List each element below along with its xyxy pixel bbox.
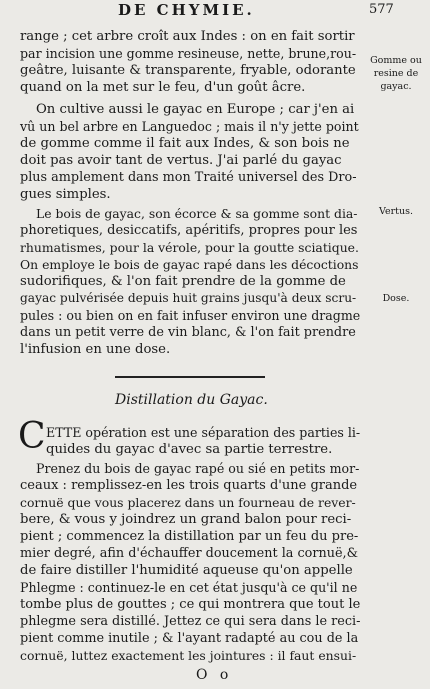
text-line: mier degré, afin d'échauffer doucement la cornuë,& bbox=[20, 546, 358, 561]
text-line: phlegme sera distillé. Jettez ce qui sera dans le reci- bbox=[20, 614, 361, 629]
text-line: On cultive aussi le gayac en Europe ; car j'en ai bbox=[36, 102, 355, 117]
text-line: Prenez du bois de gayac rapé ou sié en petits mor- bbox=[36, 461, 360, 476]
drop-capital: C bbox=[18, 416, 46, 457]
running-title: DE CHYMIE. bbox=[118, 1, 255, 19]
text-line: de gomme comme il fait aux Indes, & son bois ne bbox=[20, 136, 350, 151]
text-line: phoretiques, desiccatifs, apéritifs, propres pour les bbox=[20, 223, 358, 238]
text-line: gayac pulvérisée depuis huit grains jusqu'à deux scru- bbox=[20, 291, 357, 305]
text-line: rhumatismes, pour la vérole, pour la goutte sciatique. bbox=[20, 240, 359, 255]
text-line: pient ; commencez la distillation par un feu du pre- bbox=[20, 529, 359, 544]
catchword: O o bbox=[196, 667, 233, 683]
text-line: sudorifiques, & l'on fait prendre de la gomme de bbox=[20, 274, 346, 289]
running-header bbox=[0, 0, 430, 22]
text-line: doit pas avoir tant de vertus. J'ai parlé du gayac bbox=[20, 153, 342, 168]
text-line: pules : ou bien on en fait infuser environ une dragme bbox=[20, 308, 361, 323]
text-line: quides du gayac d'avec sa partie terrestre. bbox=[46, 442, 333, 457]
page-number: 577 bbox=[369, 2, 394, 17]
text-line: cornuë que vous placerez dans un fourneau de rever- bbox=[20, 495, 356, 510]
text-line: gues simples. bbox=[20, 187, 111, 202]
margin-note-gomme: Gomme ou resine de gayac. bbox=[370, 55, 422, 92]
section-title: Distillation du Gayac. bbox=[115, 392, 268, 408]
margin-note-dose: Dose. bbox=[382, 293, 410, 304]
text-line: pient comme inutile ; & l'ayant radapté au cou de la bbox=[20, 631, 359, 646]
text-line: dans un petit verre de vin blanc, & l'on fait prendre bbox=[20, 325, 356, 340]
text-line: cornuë, luttez exactement les jointures : il faut ensui- bbox=[20, 648, 357, 663]
text-line: On employe le bois de gayac rapé dans les décoctions bbox=[20, 257, 359, 272]
text-line: quand on la met sur le feu, d'un goût âcre. bbox=[20, 80, 306, 95]
margin-note-vertus: Vertus. bbox=[379, 206, 413, 217]
text-line: geâtre, luisante & transparente, fryable, odorante bbox=[20, 63, 356, 78]
text-line: Le bois de gayac, son écorce & sa gomme sont dia- bbox=[36, 206, 358, 221]
text-line: range ; cet arbre croît aux Indes : on en fait sortir bbox=[20, 29, 355, 44]
section-divider bbox=[115, 376, 265, 378]
text-line: ceaux : remplissez-en les trois quarts d'une grande bbox=[20, 478, 358, 493]
text-line: plus amplement dans mon Traité universel des Dro- bbox=[20, 170, 357, 185]
text-line: bere, & vous y joindrez un grand balon pour reci- bbox=[20, 512, 352, 527]
text-line: de faire distiller l'humidité aqueuse qu'on appelle bbox=[20, 563, 353, 578]
text-line: Phlegme : continuez-le en cet état jusqu'à ce qu'il ne bbox=[20, 580, 358, 595]
text-line: tombe plus de gouttes ; ce qui montrera que tout le bbox=[20, 597, 361, 612]
text-line: ETTE opération est une séparation des parties li- bbox=[46, 425, 361, 440]
text-line: l'infusion en une dose. bbox=[20, 342, 171, 357]
text-line: vû un bel arbre en Languedoc ; mais il n'y jette point bbox=[20, 119, 359, 134]
text-line: par incision une gomme resineuse, nette, brune,rou- bbox=[20, 46, 357, 61]
